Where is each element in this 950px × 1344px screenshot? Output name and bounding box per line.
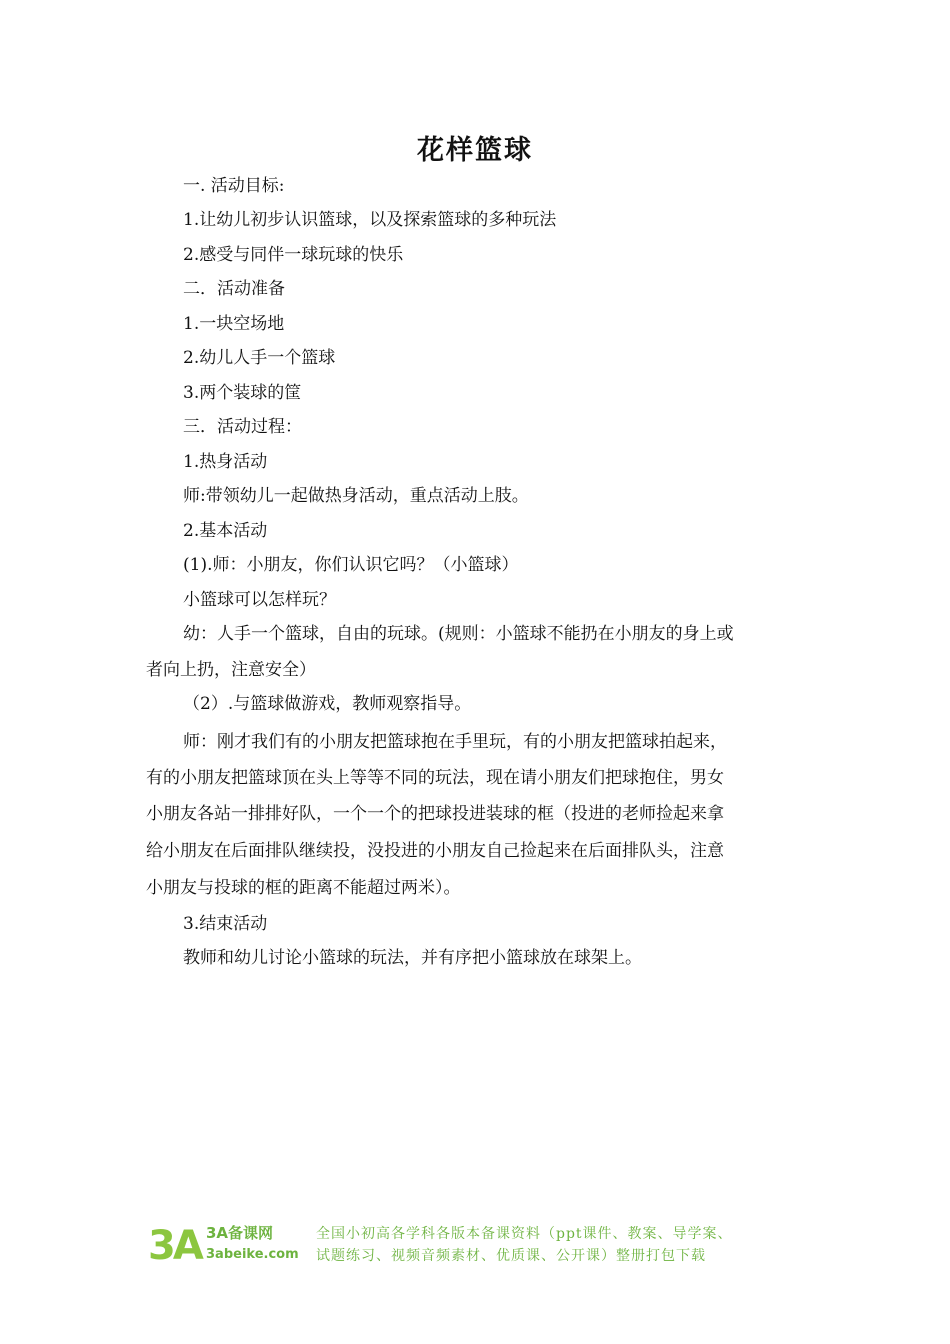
paragraph-line: 幼：人手一个篮球，自由的玩球。(规则：小篮球不能扔在小朋友的身上或 (183, 624, 734, 644)
paragraph-line: 教师和幼儿讨论小篮球的玩法，并有序把小篮球放在球架上。 (183, 948, 642, 968)
paragraph-line: 3.结束活动 (183, 914, 268, 934)
paragraph-line: 2.感受与同伴一球玩球的快乐 (183, 245, 404, 265)
paragraph-line: (1).师：小朋友，你们认识它吗？（小篮球） (183, 555, 519, 575)
section-heading-goals: 一. 活动目标: (183, 176, 285, 196)
page-title: 花样篮球 (417, 135, 533, 166)
paragraph-line: 2.幼儿人手一个篮球 (183, 348, 336, 368)
paragraph-line: 师：刚才我们有的小朋友把篮球抱在手里玩，有的小朋友把篮球拍起来， (183, 732, 727, 752)
paragraph-line: 师:带领幼儿一起做热身活动，重点活动上肢。 (183, 486, 529, 506)
paragraph-line: 者向上扔，注意安全） (146, 660, 316, 680)
paragraph-line: 1.热身活动 (183, 452, 268, 472)
paragraph-line: 1.一块空场地 (183, 314, 285, 334)
paragraph-line: 3.两个装球的筐 (183, 383, 302, 403)
paragraph-line: 小篮球可以怎样玩？ (183, 590, 336, 610)
paragraph-line: 2.基本活动 (183, 521, 268, 541)
paragraph-line: 小朋友各站一排排好队，一个一个的把球投进装球的框（投进的老师捡起来拿 (146, 804, 724, 824)
paragraph-line: （2）.与篮球做游戏，教师观察指导。 (183, 694, 472, 714)
footer-promo-line-2: 试题练习、视频音频素材、优质课、公开课）整册打包下载 (316, 1248, 706, 1264)
footer-banner (148, 1222, 808, 1270)
paragraph-line: 小朋友与投球的框的距离不能超过两米）。 (146, 878, 461, 898)
logo-site-url: 3abeike.com (206, 1247, 299, 1262)
paragraph-line: 有的小朋友把篮球顶在头上等等不同的玩法，现在请小朋友们把球抱住，男女 (146, 768, 724, 788)
section-heading-preparation: 二．活动准备 (183, 279, 285, 299)
paragraph-line: 1.让幼儿初步认识篮球，以及探索篮球的多种玩法 (183, 210, 557, 230)
logo-site-name: 3A备课网 (206, 1224, 274, 1242)
logo-3a-mark: 3A (148, 1223, 201, 1269)
paragraph-line: 给小朋友在后面排队继续投，没投进的小朋友自己捡起来在后面排队头，注意 (146, 841, 724, 861)
footer-promo-line-1: 全国小初高各学科各版本备课资料（ppt课件、教案、导学案、 (316, 1226, 733, 1242)
section-heading-process: 三．活动过程： (183, 417, 302, 437)
